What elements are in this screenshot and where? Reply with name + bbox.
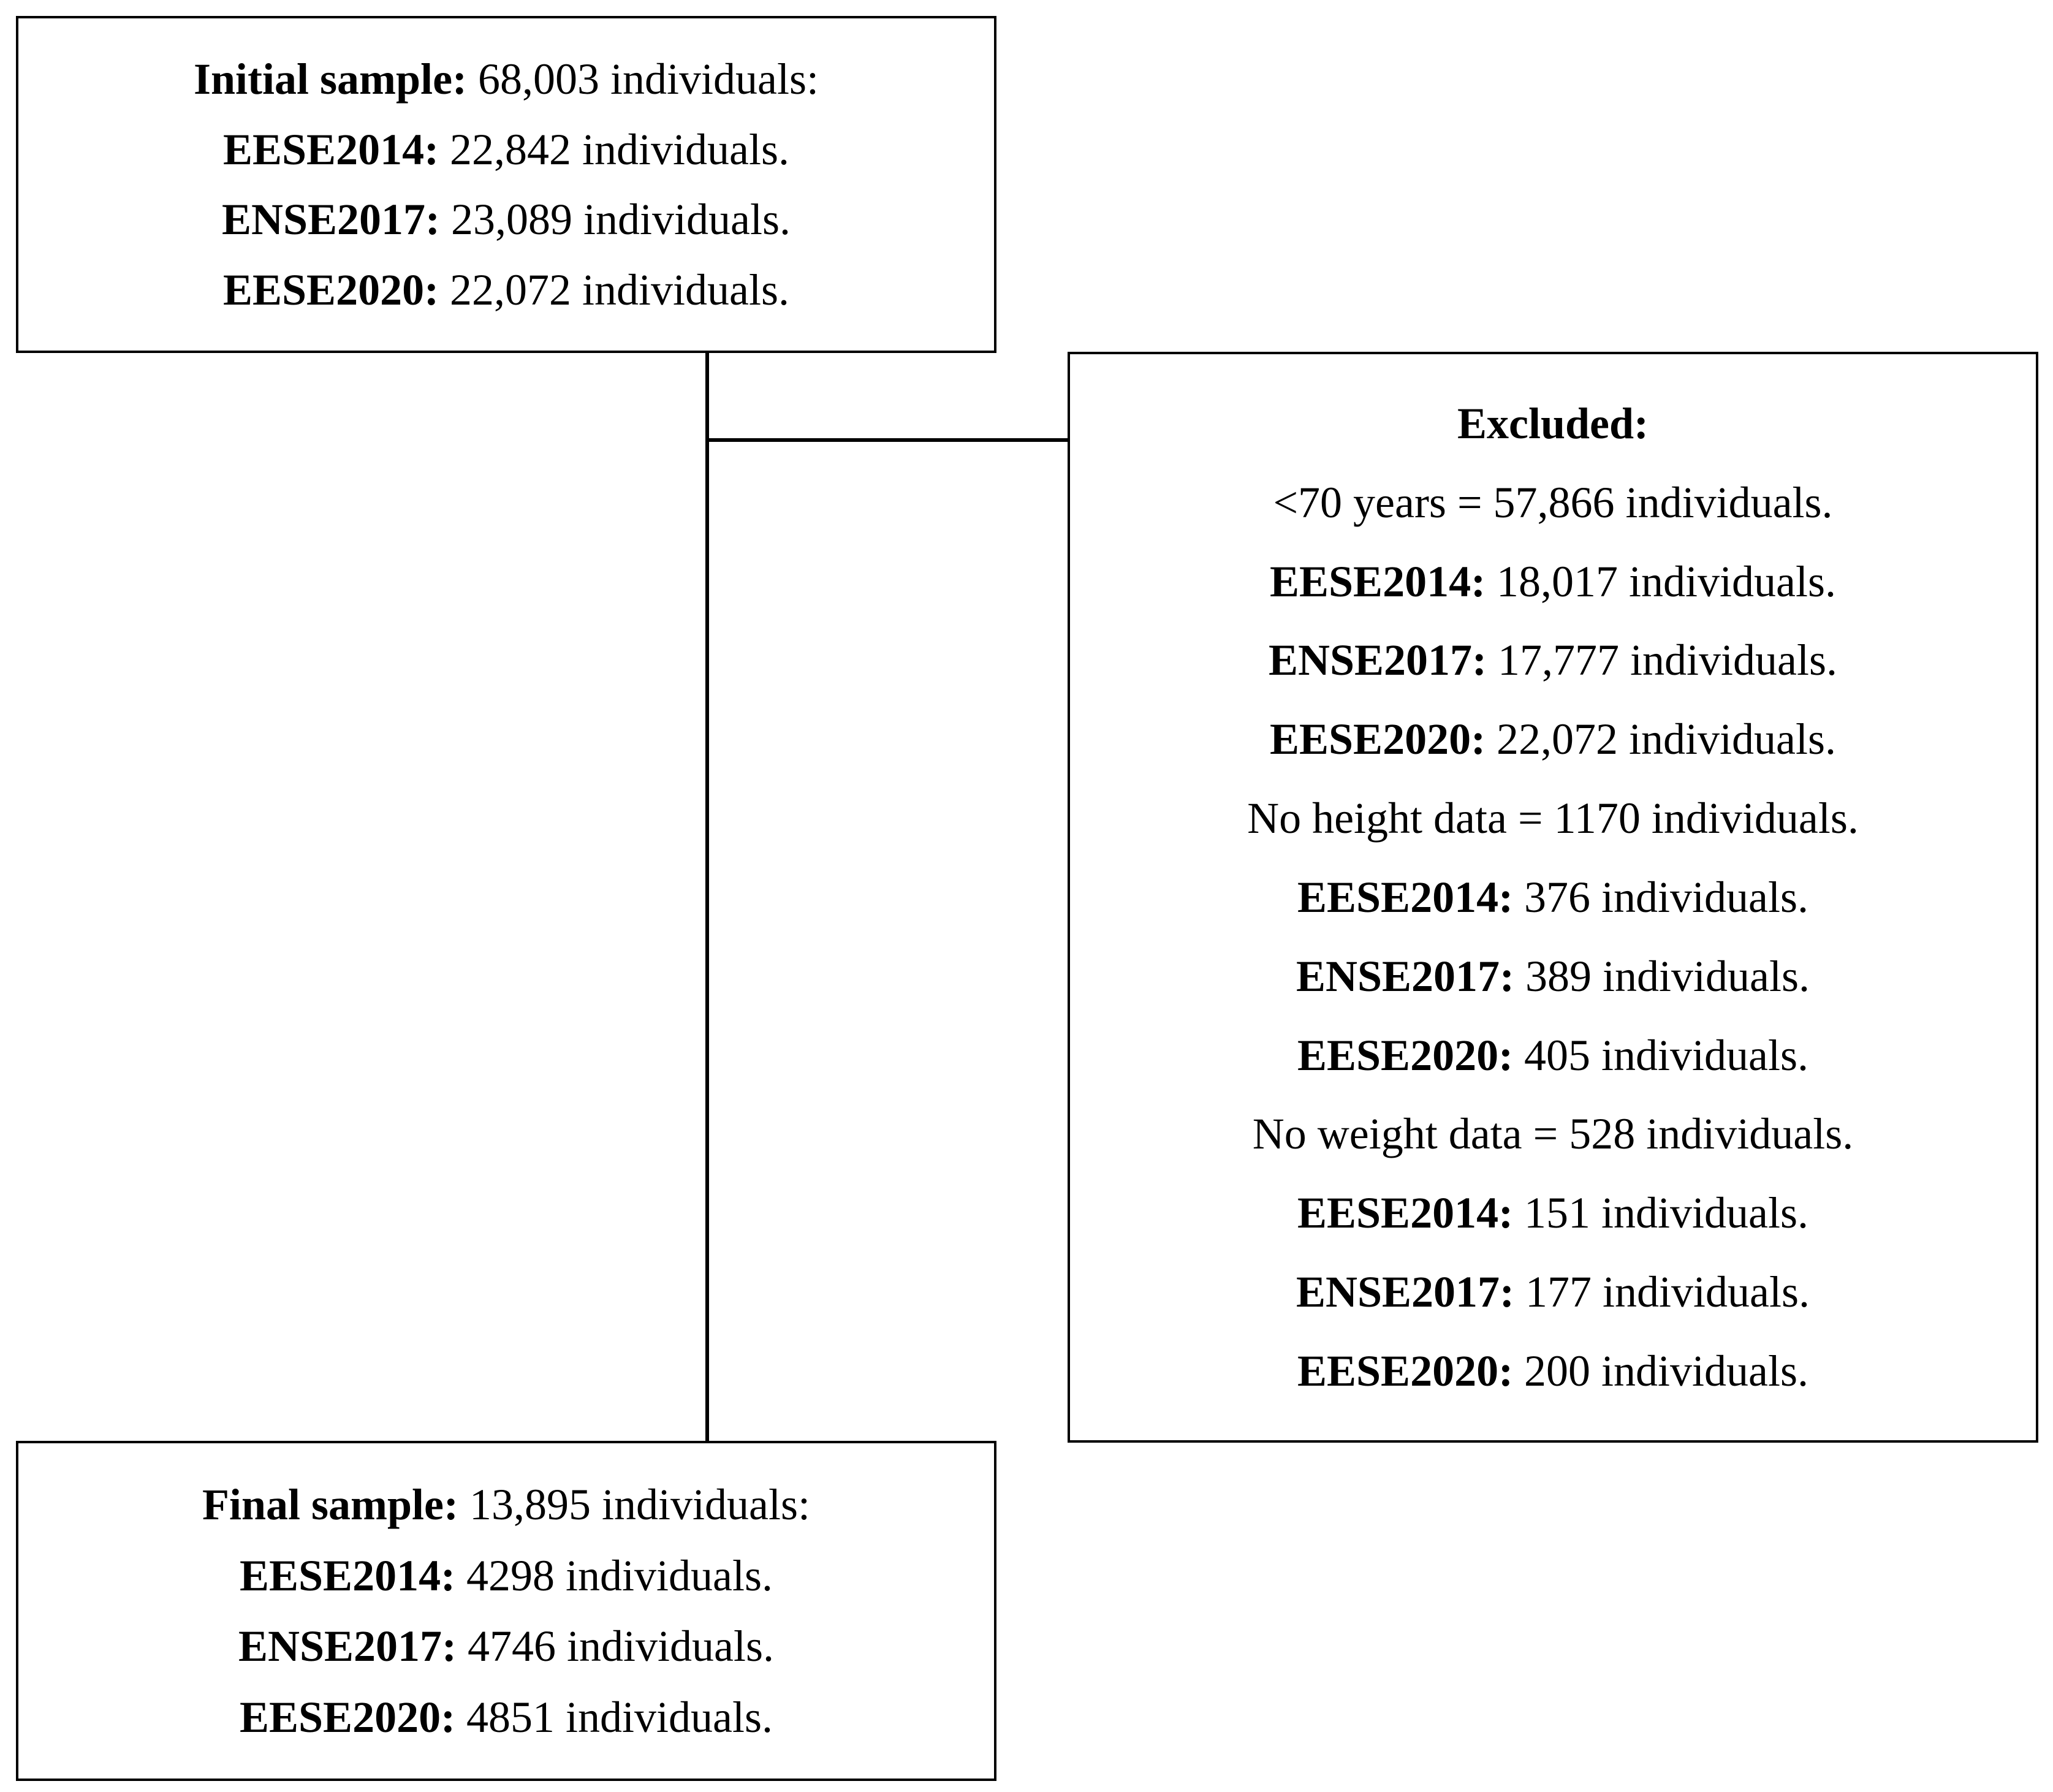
excluded-no-height — [1247, 794, 1859, 843]
excluded-height-ense2017 — [1296, 951, 1810, 1001]
excluded-box — [1068, 352, 2038, 1443]
value: 389 individuals. — [1514, 951, 1810, 1001]
flow-connector-vertical — [705, 352, 709, 1442]
value: 17,777 individuals. — [1487, 636, 1838, 685]
value: 4746 individuals. — [457, 1622, 775, 1671]
final-eese2014 — [239, 1551, 773, 1600]
value: 405 individuals. — [1513, 1030, 1809, 1080]
value: 376 individuals. — [1513, 872, 1809, 922]
value: 4298 individuals. — [455, 1551, 773, 1600]
label: ENSE2017: — [238, 1622, 457, 1671]
initial-eese2020 — [222, 265, 790, 315]
excluded-no-weight — [1252, 1109, 1854, 1159]
flow-connector-to-excluded — [705, 438, 1069, 442]
label: EESE2014: — [1269, 556, 1486, 606]
value: 200 individuals. — [1513, 1346, 1809, 1395]
excluded-height-eese2014 — [1297, 872, 1809, 922]
label: EESE2014: — [222, 124, 439, 174]
value: 68,003 individuals: — [467, 54, 819, 104]
value: 23,089 individuals. — [440, 195, 791, 245]
value: 18,017 individuals. — [1486, 556, 1837, 606]
excluded-weight-eese2020 — [1297, 1346, 1809, 1395]
label: EESE2014: — [1297, 1188, 1514, 1238]
label: Final sample: — [202, 1479, 458, 1529]
excluded-age-eese2014 — [1269, 556, 1837, 606]
value: 22,072 individuals. — [1486, 715, 1837, 764]
label: ENSE2017: — [221, 195, 441, 245]
label: ENSE2017: — [1296, 1267, 1515, 1317]
excluded-under-70 — [1273, 477, 1833, 527]
initial-sample-total — [193, 54, 819, 104]
initial-ense2017 — [221, 195, 791, 245]
label: ENSE2017: — [1268, 636, 1487, 685]
label: EESE2020: — [239, 1693, 456, 1742]
excluded-age-eese2020 — [1269, 715, 1837, 764]
label: Initial sample: — [193, 54, 468, 104]
excluded-heading — [1457, 398, 1649, 448]
excluded-age-ense2017 — [1268, 636, 1838, 685]
label: EESE2020: — [1269, 715, 1486, 764]
label: EESE2014: — [1297, 872, 1514, 922]
final-eese2020 — [239, 1693, 773, 1742]
value: 22,072 individuals. — [439, 265, 790, 315]
value: 151 individuals. — [1513, 1188, 1809, 1238]
label: Excluded: — [1457, 398, 1649, 448]
label: EESE2020: — [222, 265, 439, 315]
final-ense2017 — [238, 1622, 775, 1671]
value: <70 years = 57,866 individuals. — [1273, 477, 1833, 527]
final-sample-total — [202, 1479, 810, 1529]
value: 13,895 individuals: — [458, 1479, 810, 1529]
label: EESE2020: — [1297, 1346, 1514, 1395]
initial-sample-box — [16, 16, 996, 353]
excluded-height-eese2020 — [1297, 1030, 1809, 1080]
label: EESE2020: — [1297, 1030, 1514, 1080]
value: No height data = 1170 individuals. — [1247, 794, 1859, 843]
initial-eese2014 — [222, 124, 790, 174]
excluded-weight-ense2017 — [1296, 1267, 1810, 1317]
value: 4851 individuals. — [455, 1693, 773, 1742]
value: No weight data = 528 individuals. — [1252, 1109, 1854, 1159]
label: ENSE2017: — [1296, 951, 1515, 1001]
value: 177 individuals. — [1514, 1267, 1810, 1317]
label: EESE2014: — [239, 1551, 456, 1600]
excluded-weight-eese2014 — [1297, 1188, 1809, 1238]
value: 22,842 individuals. — [439, 124, 790, 174]
final-sample-box — [16, 1441, 996, 1781]
